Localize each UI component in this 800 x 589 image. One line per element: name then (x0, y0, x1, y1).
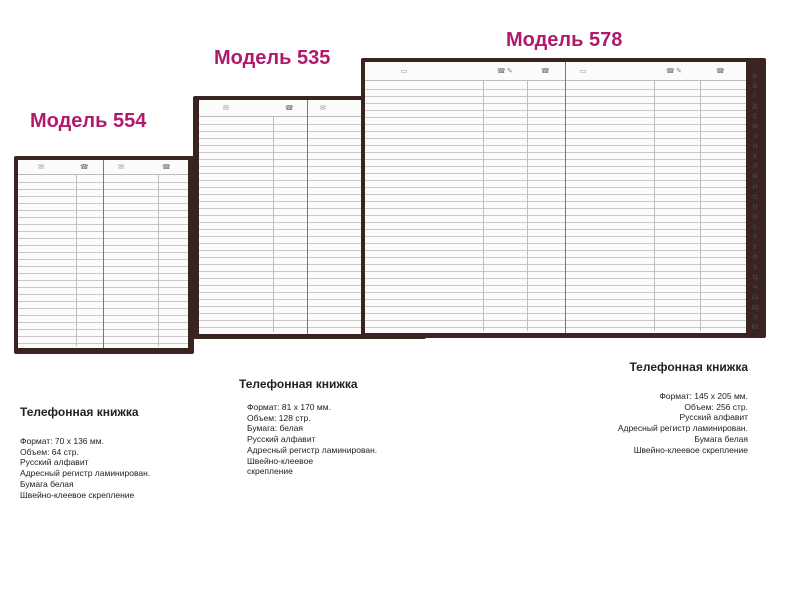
phone-icon: ☎ (716, 68, 725, 75)
phone-icon: ☎ (162, 164, 171, 171)
notebook-535-left-page (199, 100, 307, 334)
phone-icon: ☎ (497, 68, 506, 75)
phone-icon: ☎ (80, 164, 89, 171)
pen-icon: ✎ (507, 68, 513, 75)
notebook-554-left-page (18, 160, 103, 348)
model-578-title: Модель 578 (506, 29, 623, 51)
envelope-icon: ✉ (320, 105, 326, 112)
phone-icon: ☎ (541, 68, 550, 75)
pen-icon: ✎ (676, 68, 682, 75)
model-578-specs: Формат: 145 x 205 мм. Объем: 256 стр. Русский алфавит Адресный регистр ламинирован. Бумага белая Швейно-клеевое скрепление (617, 391, 748, 455)
model-535-specs: Формат: 81 x 170 мм. Объем: 128 стр. Бумага: белая Русский алфавит Адресный регистр ламинирован. Швейно-клеевое скрепление (247, 402, 378, 477)
model-535-subtitle: Телефонная книжка (239, 377, 358, 391)
envelope-icon: ▭ (401, 68, 408, 75)
model-554-subtitle: Телефонная книжка (20, 405, 139, 419)
model-578-subtitle: Телефонная книжка (629, 360, 748, 374)
phone-icon: ☎ (285, 105, 294, 112)
notebook-554-image (14, 156, 194, 354)
notebook-578-alphabet-tabs: Б В Г Д Е Ж З И К Л М Н О П Р С Т У Ф Х Ц Ч Ш Щ Э Ю (751, 73, 759, 332)
notebook-578-image (361, 58, 766, 338)
phone-icon: ☎ (666, 68, 675, 75)
notebook-554-right-page (104, 160, 188, 348)
envelope-icon: ✉ (118, 164, 124, 171)
notebook-578-right-page (566, 62, 746, 333)
notebook-578-left-page (365, 62, 565, 333)
model-554-title: Модель 554 (30, 110, 147, 132)
model-554-specs: Формат: 70 x 136 мм. Объем: 64 стр. Русский алфавит Адресный регистр ламинирован. Бумага белая Швейно-клеевое скрепление (20, 436, 151, 500)
envelope-icon: ✉ (223, 105, 229, 112)
model-535-title: Модель 535 (214, 47, 331, 69)
envelope-icon: ▭ (580, 68, 587, 75)
envelope-icon: ✉ (38, 164, 44, 171)
